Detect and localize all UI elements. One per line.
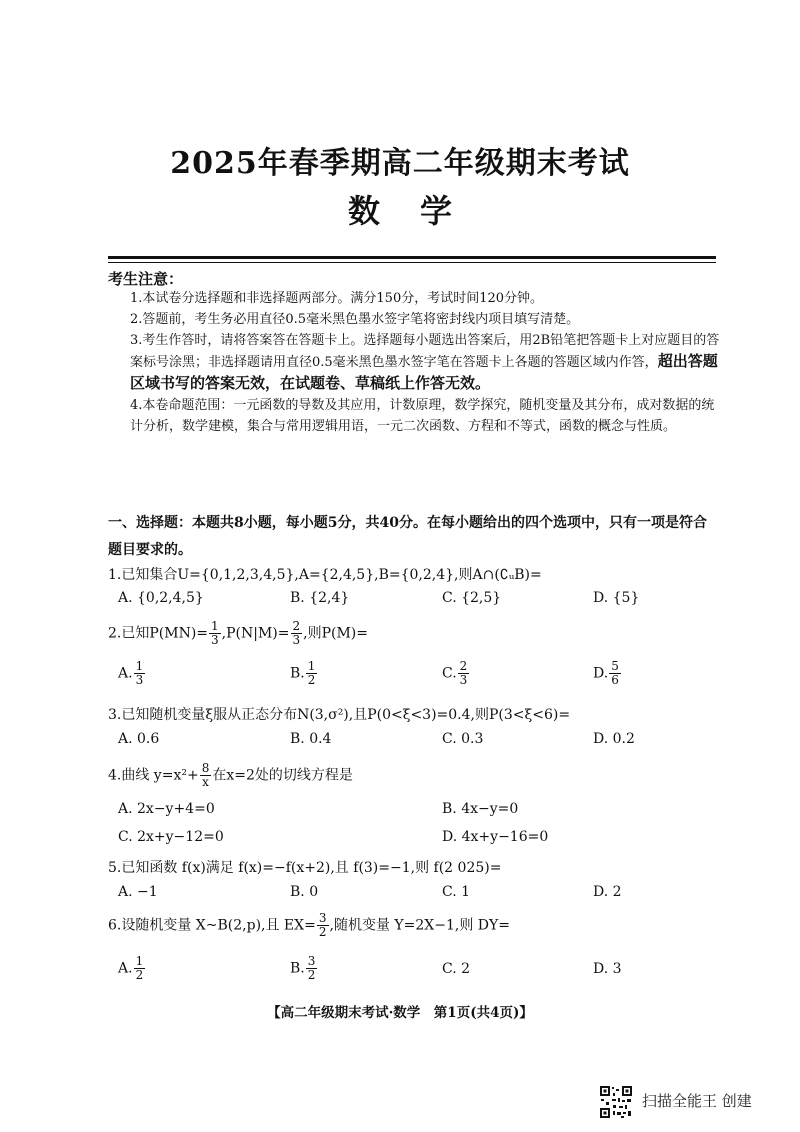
option-d — [593, 660, 622, 687]
denominator: 6 — [611, 673, 619, 687]
option-label: B. — [290, 665, 305, 682]
option-a — [118, 955, 146, 982]
numerator: 2 — [292, 619, 301, 633]
numerator: 8 — [201, 761, 210, 775]
option-b: B. 4x−y=0 — [442, 801, 519, 817]
denominator: 3 — [135, 673, 144, 687]
option-c — [442, 660, 470, 687]
option-c: C. {2,5} — [442, 590, 502, 606]
exam-title: 2025年春季期高二年级期末考试 — [170, 146, 630, 181]
denominator: 3 — [211, 633, 219, 647]
option-c: C. 2x+y−12=0 — [118, 829, 224, 845]
option-b — [290, 660, 318, 687]
option-label: D. — [593, 665, 609, 682]
option-label: A. — [118, 665, 133, 682]
option-c: C. 0.3 — [442, 731, 484, 747]
header-divider-thin — [108, 262, 716, 263]
q2-mid: ,P(N|M)= — [221, 625, 290, 642]
fraction — [458, 660, 470, 687]
option-a — [118, 660, 146, 687]
option-d: D. 4x+y−16=0 — [442, 829, 549, 845]
question-6-stem — [108, 912, 510, 939]
option-label: B. — [290, 960, 305, 977]
q4-suffix: 在x=2处的切线方程是 — [212, 767, 353, 784]
numerator: 1 — [211, 619, 219, 633]
numerator: 5 — [611, 659, 619, 673]
fraction — [200, 762, 212, 789]
option-label: C. — [442, 665, 457, 682]
notice-item: 1.本试卷分选择题和非选择题两部分。满分150分，考试时间120分钟。 — [130, 291, 544, 306]
option-c: C. 1 — [442, 884, 471, 900]
fraction — [134, 660, 146, 687]
notice-item: 2.答题前，考生务必用直径0.5毫米黑色墨水签字笔将密封线内项目填写清楚。 — [130, 312, 580, 327]
option-a: A. 0.6 — [118, 731, 160, 747]
question-1-stem: 1.已知集合U={0,1,2,3,4,5},A={2,4,5},B={0,2,4},则A∩(∁ᵤB)= — [108, 567, 542, 583]
qr-code-icon — [599, 1085, 633, 1119]
q6-suffix: ,随机变量 Y=2X−1,则 DY= — [329, 917, 510, 934]
fraction — [306, 660, 318, 687]
notice-list — [130, 288, 722, 437]
question-5-stem: 5.已知函数 f(x)满足 f(x)=−f(x+2),且 f(3)=−1,则 f(2 025)= — [108, 860, 502, 876]
option-d: D. 0.2 — [593, 731, 635, 747]
notice-item-text: 3.考生作答时，请将答案答在答题卡上。选择题每小题选出答案后，用2B铅笔把答题卡上对应题目的答案标号涂黑；非选择题请用直径0.5毫米黑色墨水签字笔在答题卡上各题的答题区域内作答， — [130, 333, 720, 370]
option-b: B. 0 — [290, 884, 319, 900]
fraction — [134, 955, 146, 982]
fraction — [609, 660, 621, 687]
option-a: A. {0,2,4,5} — [118, 590, 204, 606]
option-d: D. 2 — [593, 884, 622, 900]
numerator: 1 — [135, 659, 144, 673]
denominator: x — [202, 775, 209, 789]
option-a: A. 2x−y+4=0 — [118, 801, 215, 817]
denominator: 3 — [459, 673, 468, 687]
numerator: 3 — [307, 954, 316, 968]
scanner-watermark: 扫描全能王 创建 — [642, 1092, 752, 1110]
notice-item: 4.本卷命题范围：一元函数的导数及其应用，计数原理，数学探究，随机变量及其分布，成对数据的统计分析，数学建模，集合与常用逻辑用语，一元二次函数、方程和不等式，函数的概念与性质。 — [130, 398, 715, 434]
option-b: B. 0.4 — [290, 731, 332, 747]
fraction — [291, 620, 303, 647]
header-divider-thick — [108, 256, 716, 259]
option-c: C. 2 — [442, 961, 471, 977]
option-d: D. 3 — [593, 961, 622, 977]
q2-prefix: 2.已知P(MN)= — [108, 625, 209, 642]
notice-item — [130, 330, 722, 395]
option-label: A. — [118, 960, 133, 977]
section-heading: 一、选择题：本题共8小题，每小题5分，共40分。在每小题给出的四个选项中，只有一项是符合题目要求的。 — [108, 515, 707, 558]
q2-suffix: ,则P(M)= — [303, 625, 368, 642]
numerator: 3 — [318, 911, 327, 925]
denominator: 2 — [318, 925, 327, 939]
page-footer: 【高二年级期末考试·数学 第1页(共4页)】 — [267, 1005, 533, 1021]
question-2-stem — [108, 620, 368, 647]
denominator: 2 — [307, 968, 316, 982]
numerator: 1 — [135, 954, 144, 968]
denominator: 2 — [135, 968, 144, 982]
denominator: 3 — [292, 633, 301, 647]
notice-title: 考生注意： — [108, 270, 184, 288]
option-a: A. −1 — [118, 884, 158, 900]
fraction — [306, 955, 318, 982]
fraction — [317, 912, 329, 939]
question-4-stem — [108, 762, 353, 789]
numerator: 1 — [307, 659, 316, 673]
notice-emphasis: 超出答题区域书写的答案无效，在试题卷、草稿纸上作答无效。 — [130, 352, 718, 392]
q4-prefix: 4.曲线 y=x²+ — [108, 767, 199, 784]
question-3-stem: 3.已知随机变量ξ服从正态分布N(3,σ²),且P(0<ξ<3)=0.4,则P(3<ξ<6)= — [108, 707, 571, 723]
numerator: 2 — [459, 659, 468, 673]
q6-prefix: 6.设随机变量 X~B(2,p),且 EX= — [108, 917, 316, 934]
exam-subject: 数学 — [347, 192, 492, 230]
option-b: B. {2,4} — [290, 590, 350, 606]
option-d: D. {5} — [593, 590, 640, 606]
fraction — [209, 620, 221, 647]
option-b — [290, 955, 318, 982]
denominator: 2 — [307, 673, 316, 687]
